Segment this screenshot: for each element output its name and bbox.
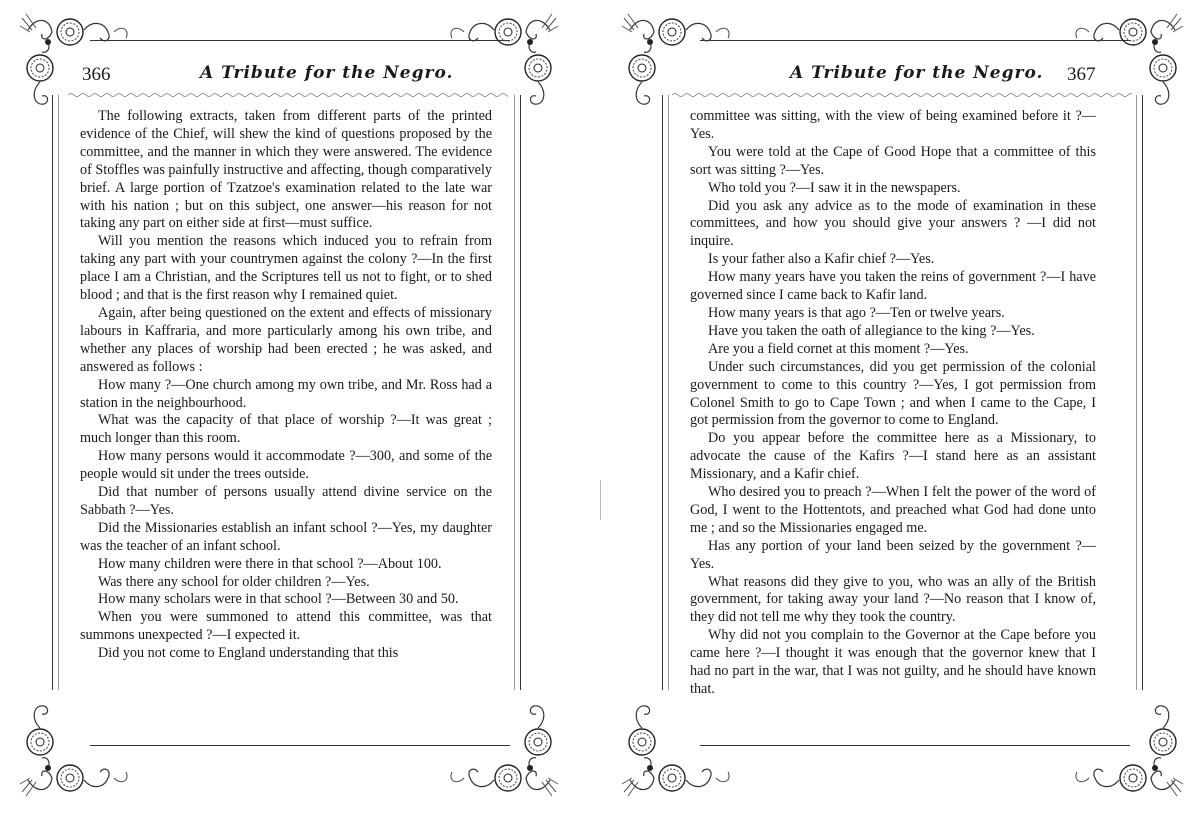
paragraph: Again, after being questioned on the extent and effects of missionary labours in Kaffraria, and more particularly among his own tribe, and whether any places of worship had been erected ; he was asked, and answered as follows :	[80, 304, 492, 375]
paragraph: Did you ask any advice as to the mode of examination in these committees, and how you should give your answers ? —I did not inquire.	[690, 197, 1096, 250]
running-title: A Tribute for the Negro.	[790, 63, 1044, 83]
gutter-line	[600, 480, 601, 520]
page-number: 366	[82, 64, 111, 85]
running-title: A Tribute for the Negro.	[200, 63, 454, 83]
paragraph: The following extracts, taken from different parts of the printed evidence of the Chief, will shew the kind of questions proposed by the committee, and the manner in which they were answered. The evidence of Stoffles was painfully instructive and affecting, though comparatively brief. A large portion of Tzatzoe's examination related to the late war with his nation ; but on this subject, one answer—his reason for not taking any part on either side at first—must suffice.	[80, 108, 492, 232]
paragraph: Why did not you complain to the Governor at the Cape before you came here ?—I thought it was enough that the governor knew that I had no part in the war, that I was not guilty, and he should have known that.	[690, 627, 1096, 697]
body-text	[80, 108, 492, 663]
page-border-right	[1142, 95, 1143, 690]
right-page	[610, 0, 1200, 816]
paragraph: Do you appear before the committee here as a Missionary, to advocate the cause of the Kafirs ?—I stand here as an assistant Missionary, and a Kafir chief.	[690, 430, 1096, 483]
page-border-left	[662, 95, 663, 690]
paragraph: How many scholars were in that school ?—Between 30 and 50.	[98, 591, 459, 608]
paragraph: When you were summoned to attend this committee, was that summons unexpected ?—I expected it.	[80, 609, 492, 644]
paragraph: Are you a field cornet at this moment ?—Yes.	[708, 340, 969, 357]
paragraph: How many persons would it accommodate ?—300, and some of the people would sit under the trees outside.	[80, 448, 492, 483]
page-border-left-inner	[58, 95, 59, 690]
paragraph: You were told at the Cape of Good Hope that a committee of this sort was sitting ?—Yes.	[690, 143, 1096, 178]
corner-ornament-icon	[440, 10, 560, 120]
paragraph: Did the Missionaries establish an infant school ?—Yes, my daughter was the teacher of an infant school.	[80, 519, 492, 554]
page-border-right	[520, 95, 521, 690]
paragraph: Was there any school for older children ?—Yes.	[98, 573, 370, 590]
corner-ornament-icon	[1065, 690, 1185, 800]
paragraph: Who told you ?—I saw it in the newspapers.	[708, 179, 961, 196]
header-rule	[672, 92, 1132, 98]
paragraph: Has any portion of your land been seized by the government ?—Yes.	[690, 537, 1096, 572]
page-border-right-inner	[1136, 95, 1137, 690]
paragraph: How many years have you taken the reins of government ?—I have governed since I came back to Kafir land.	[690, 269, 1096, 304]
page-border-left-inner	[668, 95, 669, 690]
paragraph: How many years is that ago ?—Ten or twelve years.	[708, 304, 1005, 321]
corner-ornament-icon	[18, 690, 138, 800]
paragraph: Have you taken the oath of allegiance to the king ?—Yes.	[708, 322, 1035, 339]
corner-ornament-icon	[620, 690, 740, 800]
page-border-right-inner	[514, 95, 515, 690]
paragraph-continuation: committee was sitting, with the view of being examined before it ?—Yes.	[690, 108, 1096, 142]
body-text	[690, 108, 1096, 699]
page-number: 367	[1067, 64, 1096, 85]
paragraph: Under such circumstances, did you get permission of the colonial government to come to this country ?—Yes, I got permission from Colonel Smith to go to Cape Town ; and when I came to the Cape, I got permission from the governor to come to England.	[690, 358, 1096, 429]
paragraph: Did you not come to England understanding that this	[98, 645, 399, 662]
corner-ornament-icon	[440, 690, 560, 800]
paragraph: Did that number of persons usually attend divine service on the Sabbath ?—Yes.	[80, 484, 492, 518]
paragraph: How many ?—One church among my own tribe, and Mr. Ross had a station in the neighbourhood.	[80, 376, 492, 411]
left-page	[0, 0, 590, 816]
paragraph: Will you mention the reasons which induced you to refrain from taking any part with your countrymen against the colony ?—In the first place I am a Christian, and the Scriptures tell us not to fight, or to shed blood ; and that is the first reason why I remained quiet.	[80, 233, 492, 304]
header-rule	[68, 92, 508, 98]
paragraph: How many children were there in that school ?—About 100.	[98, 555, 442, 572]
paragraph: Who desired you to preach ?—When I felt the power of the word of God, I went to the Hottentots, and preached what God had done unto me ; and so the Missionaries engaged me.	[690, 484, 1096, 536]
corner-ornament-icon	[18, 10, 138, 120]
corner-ornament-icon	[620, 10, 740, 120]
paragraph: Is your father also a Kafir chief ?—Yes.	[708, 251, 935, 268]
paragraph: What reasons did they give to you, who was an ally of the British government, for taking away your land ?—No reason that I know of, they did not tell me why they took the country.	[690, 573, 1096, 626]
paragraph: What was the capacity of that place of worship ?—It was great ; much longer than this room.	[80, 412, 492, 447]
page-border-left	[52, 95, 53, 690]
